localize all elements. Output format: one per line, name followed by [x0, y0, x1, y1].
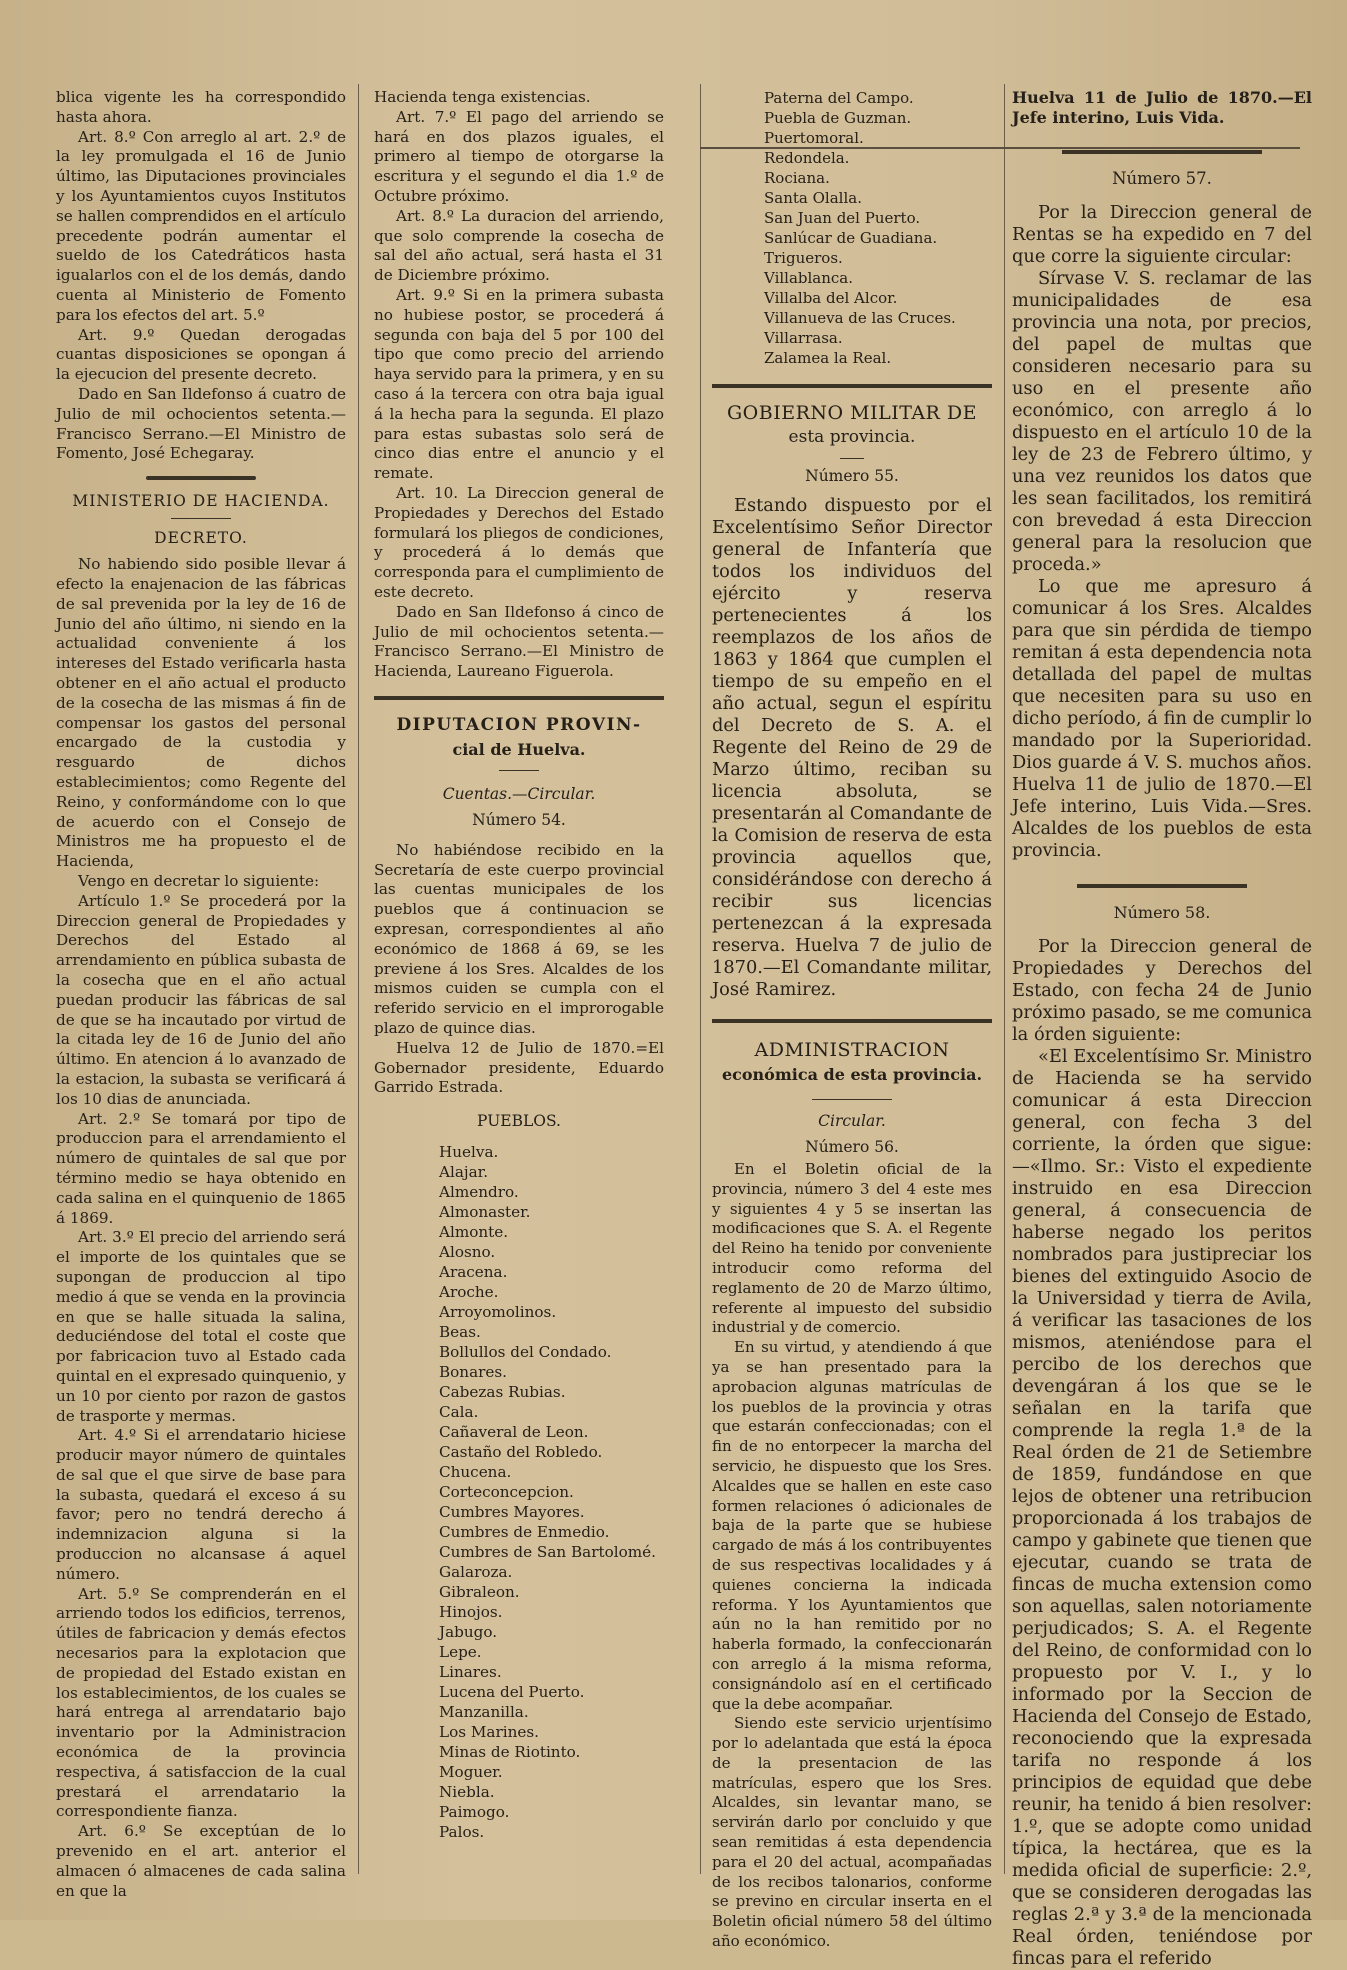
separator-rule	[712, 1019, 992, 1023]
town-item: Almonte.	[439, 1222, 509, 1241]
town-item: Alajar.	[439, 1162, 489, 1181]
town-item: Zalamea la Real.	[764, 349, 892, 367]
separator-line	[171, 518, 231, 520]
town-item: Cumbres de Enmedio.	[439, 1522, 610, 1541]
town-item: Trigueros.	[764, 249, 843, 267]
paragraph: Dado en San Ildefonso á cinco de Julio de mil ochocientos setenta.—Francisco Serrano.—El Ministro de Hacienda, Laureano Figuerola.	[374, 602, 664, 681]
separator-rule	[374, 696, 664, 700]
town-item: Villablanca.	[764, 269, 854, 287]
separator-ornament	[146, 476, 256, 480]
town-item: Lucena del Puerto.	[439, 1682, 585, 1701]
paragraph: Sírvase V. S. reclamar de las municipalidades de esa provincia una nota, por precios, del papel de multas que consideren necesario para su uso en el presente año económico, con arreglo á lo dispuesto en el artículo 10 de la ley de 23 de Febrero último, y una vez reunidos los datos que les sean facilitados, los remitirá con brevedad á esta Direccion general para la resolucion que proceda.»	[1012, 268, 1312, 575]
town-item: Cumbres de San Bartolomé.	[439, 1542, 656, 1561]
section-subheading: esta provincia.	[788, 427, 916, 447]
section-subheading: económica de esta provincia.	[721, 1065, 983, 1085]
paragraph: No habiendo sido posible llevar á efecto la enajenacion de las fábricas de sal prevenida por la ley de 16 de Junio del año último, ni siendo en la actualidad conveniente á los intereses del Estado verificarla hasta obtener en el año actual el producto de la cosecha de las mismas á fin de compensar los gastos del personal encargado de la custodia y resguardo de dichos establecimientos; como Regente del Reino, y conformándome con lo que de acuerdo con el Consejo de Ministros me ha propuesto el de Hacienda,	[56, 555, 346, 871]
separator-line	[840, 458, 864, 460]
paragraph: blica vigente les ha correspondido hasta ahora.	[56, 88, 346, 126]
town-item: Cañaveral de Leon.	[439, 1422, 589, 1441]
column-rule	[700, 84, 701, 1874]
paragraph: Siendo este servicio urjentísimo por lo adelantada que está la época de la presentacion de las matrículas, espero que los Sres. Alcaldes, sin levantar mano, se servirán darlo por concluido y que sean remitidas á esta dependencia para el 20 del actual, acompañadas de los recibos talonarios, conforme se previno en circular inserta en el Boletin oficial número 58 del último año económico.	[712, 1714, 992, 1951]
town-item: Aracena.	[439, 1262, 508, 1281]
town-item: Chucena.	[439, 1462, 512, 1481]
town-item: San Juan del Puerto.	[764, 209, 921, 227]
list-title: PUEBLOS.	[477, 1112, 561, 1131]
separator-rule	[1062, 150, 1262, 154]
town-item: Sanlúcar de Guadiana.	[764, 229, 938, 247]
town-item: Almendro.	[439, 1182, 519, 1201]
town-item: Cumbres Mayores.	[439, 1502, 585, 1521]
separator-rule	[1077, 884, 1247, 888]
town-item: Villarrasa.	[764, 329, 843, 347]
notice-number: Número 55.	[805, 467, 899, 486]
towns-list	[712, 88, 992, 368]
town-item: Galaroza.	[439, 1562, 513, 1581]
town-item: Beas.	[439, 1322, 481, 1341]
separator-line	[499, 770, 539, 772]
column-rule	[1004, 84, 1005, 1874]
column-4	[1012, 88, 1313, 1969]
paragraph: Estando dispuesto por el Excelentísimo Señor Director general de Infantería que todos los individuos del ejército y reserva pertenecientes á los reemplazos de los años de 1863 y 1864 que cumplen el tiempo de su empeño en el año actual, segun el espíritu del Decreto de S. A. el Regente del Reino de 29 de Marzo último, reciban su licencia absoluta, se presentarán al Comandante de la Comision de reserva de esta provincia aquellos que, considérándose con derecho á recibir sus licencias pertenezcan á la expresada reserva. Huelva 7 de julio de 1870.—El Comandante militar, José Ramirez.	[712, 495, 992, 1001]
paragraph: Artículo 1.º Se procederá por la Direccion general de Propiedades y Derechos del Estado al arrendamiento en pública subasta de la cosecha que en el año actual puedan producir las fábricas de sal de que se ha incautado por virtud de la citada ley de 16 de Junio del año último. En atencion á lo avanzado de la estacion, la subasta se verificará á los 10 dias de anunciada.	[56, 891, 346, 1108]
paragraph: No habiéndose recibido en la Secretaría de este cuerpo provincial las cuentas municipales de los pueblos que á continuacion se expresan, correspondientes al año económico de 1868 á 69, se les previene á los Sres. Alcaldes de los mismos cuiden se cumpla con el referido servicio en el improrogable plazo de quince dias.	[374, 840, 664, 1037]
town-item: Cala.	[439, 1402, 479, 1421]
paragraph: Vengo en decretar lo siguiente:	[78, 871, 320, 890]
signature-line: Huelva 11 de Julio de 1870.—El Jefe interino, Luis Vida.	[1012, 88, 1312, 127]
towns-list	[374, 1142, 664, 1842]
paragraph: Art. 4.º Si el arrendatario hiciese producir mayor número de quintales de sal que el que sirve de base para la subasta, quedará el exceso á su favor; pero no tendrá derecho á indemnizacion alguna si la produccion no alcansase á aquel número.	[56, 1426, 346, 1583]
town-item: Puebla de Guzman.	[764, 109, 912, 127]
notice-number: Número 58.	[1113, 903, 1211, 922]
town-item: Bonares.	[439, 1362, 508, 1381]
notice-number: Número 57.	[1112, 169, 1212, 188]
town-item: Santa Olalla.	[764, 189, 862, 207]
town-item: Puertomoral.	[764, 129, 864, 147]
circular-label: Circular.	[818, 1112, 886, 1131]
town-item: Aroche.	[439, 1282, 499, 1301]
section-subheading: cial de Huelva.	[452, 739, 586, 759]
paragraph: Art. 2.º Se tomará por tipo de produccion para el arrendamiento el número de quintales de sal que por término medio se haya obtenido en cada salina en el quinquenio de 1865 á 1869.	[56, 1109, 346, 1227]
section-heading: ADMINISTRACION	[754, 1039, 950, 1062]
circular-label: Cuentas.—Circular.	[442, 785, 596, 804]
column-1	[56, 88, 346, 1900]
town-item: Redondela.	[764, 149, 850, 167]
paragraph: Art. 10. La Direccion general de Propiedades y Derechos del Estado formulará los pliegos de condiciones, y procederá á lo demás que corresponda para el cumplimiento de este decreto.	[374, 483, 664, 601]
paragraph: Art. 6.º Se exceptúan de lo prevenido en el art. anterior el almacen ó almacenes de cada salina en que la	[56, 1822, 346, 1900]
town-item: Almonaster.	[439, 1202, 531, 1221]
paragraph: Hacienda tenga existencias.	[374, 88, 591, 106]
town-item: Lepe.	[439, 1642, 482, 1661]
town-item: Palos.	[439, 1822, 485, 1841]
section-heading: MINISTERIO DE HACIENDA.	[72, 492, 330, 511]
paragraph: Por la Direccion general de Propiedades y Derechos del Estado, con fecha 24 de Junio próximo pasado, se me comunica la órden siguiente:	[1012, 936, 1312, 1045]
paragraph: Dado en San Ildefonso á cuatro de Julio de mil ochocientos setenta.—Francisco Serrano.—El Ministro de Fomento, José Echegaray.	[56, 384, 346, 463]
town-item: Castaño del Robledo.	[439, 1442, 603, 1461]
town-item: Paterna del Campo.	[764, 89, 914, 107]
town-item: Niebla.	[439, 1782, 495, 1801]
section-heading: GOBIERNO MILITAR DE	[726, 402, 978, 424]
column-rule	[358, 84, 359, 1874]
town-item: Hinojos.	[439, 1602, 503, 1621]
paragraph: Art. 8.º Con arreglo al art. 2.º de la ley promulgada el 16 de Junio último, las Diputaciones provinciales y los Ayuntamientos cuyos Institutos se hallen comprendidos en el artículo precedente podrán aumentar el sueldo de los Catedráticos hasta igualarlos con el de los demás, dando cuenta al Ministerio de Fomento para los efectos del art. 5.º	[56, 127, 346, 324]
separator-line	[812, 1099, 892, 1101]
section-heading: DIPUTACION PROVIN-	[396, 714, 642, 735]
town-item: Cabezas Rubias.	[439, 1382, 566, 1401]
town-item: Paimogo.	[439, 1802, 510, 1821]
town-item: Moguer.	[439, 1762, 503, 1781]
town-item: Rociana.	[764, 169, 830, 187]
column-2	[374, 88, 664, 1888]
town-item: Huelva.	[439, 1142, 499, 1161]
town-item: Villalba del Alcor.	[764, 289, 898, 307]
town-item: Corteconcepcion.	[439, 1482, 574, 1501]
town-item: Arroyomolinos.	[439, 1302, 557, 1321]
town-item: Manzanilla.	[439, 1702, 529, 1721]
town-item: Villanueva de las Cruces.	[764, 309, 956, 327]
town-item: Jabugo.	[439, 1622, 498, 1641]
paragraph: Art. 9.º Si en la primera subasta no hubiese postor, se procederá á segunda con baja del 5 por 100 del tipo que como precio del arriendo haya servido para la primera, y en su caso á la tercera con otra baja igual á la hecha para la segunda. El plazo para estas subastas solo será de cinco dias entre el anuncio y el remate.	[374, 285, 664, 483]
paragraph: Art. 3.º El precio del arriendo será el importe de los quintales que se supongan de produccion al tipo medio á que se venda en la provincia en que se halle situada la salina, deduciéndose del total el coste que por fabricacion tuvo al Estado cada quintal en el expresado quinquenio, y un 10 por ciento por razon de gastos de trasporte y mermas.	[56, 1228, 346, 1425]
section-subheading: DECRETO.	[154, 529, 248, 548]
paragraph: En el Boletin oficial de la provincia, número 3 del 4 este mes y siguientes 4 y 5 se insertan las modificaciones que S. A. el Regente del Reino ha tenido por conveniente introducir como reforma del reglamento de 20 de Marzo último, referente al impuesto del subsidio industrial y de comercio.	[712, 1159, 992, 1337]
paragraph: Por la Direccion general de Rentas se ha expedido en 7 del que corre la siguiente circular:	[1012, 202, 1312, 267]
paragraph: En su virtud, y atendiendo á que ya se han presentado para la aprobacion algunas matrículas de los pueblos de la provincia y otras que estarán confeccionadas; con el fin de no entorpecer la marcha del servicio, he dispuesto que los Sres. Alcaldes que se hallen en este caso formen relaciones ó adicionales de baja de la parte que se hubiese cargado de más á los contribuyentes de sus respectivas localidades y á quienes concierna la indicada reforma. Y los Ayuntamientos que aún no la han remitido por no haberla formado, la confeccionarán con arreglo á la misma reforma, consignándolo así en el certificado que la debe acompañar.	[712, 1338, 992, 1713]
paragraph: Huelva 12 de Julio de 1870.=El Gobernador presidente, Eduardo Garrido Estrada.	[374, 1038, 664, 1097]
paragraph: Lo que me apresuro á comunicar á los Sres. Alcaldes para que sin pérdida de tiempo remitan á esta dependencia nota detallada del papel de multas que necesiten para su uso en dicho período, á fin de cumplir lo mandado por la Superioridad. Dios guarde á V. S. muchos años. Huelva 11 de julio de 1870.—El Jefe interino, Luis Vida.—Sres. Alcaldes de los pueblos de esta provincia.	[1012, 576, 1312, 861]
town-item: Alosno.	[439, 1242, 496, 1261]
town-item: Minas de Riotinto.	[439, 1742, 581, 1761]
paragraph: Art. 9.º Quedan derogadas cuantas disposiciones se opongan á la ejecucion del presente decreto.	[56, 325, 346, 384]
paragraph: Art. 8.º La duracion del arriendo, que solo comprende la cosecha de sal del año actual, será hasta el 31 de Diciembre próximo.	[374, 206, 664, 285]
paragraph: Art. 7.º El pago del arriendo se hará en dos plazos iguales, el primero al tiempo de otorgarse la escritura y el segundo el dia 1.º de Octubre próximo.	[374, 107, 664, 205]
town-item: Gibraleon.	[439, 1582, 520, 1601]
paragraph: «El Excelentísimo Sr. Ministro de Hacienda se ha servido comunicar á esta Direccion general, con fecha 3 del corriente, la órden que sigue: —«Ilmo. Sr.: Visto el expediente instruido en esa Direccion general, á consecuencia de haberse negado los peritos nombrados para justipreciar los bienes del extinguido Asocio de la Universidad y tierra de Avila, á verificar las tasaciones de los mismos, ateniéndose para el percibo de los derechos que devengáran á los que se le señalan en la tarifa que comprende la regla 1.ª de la Real órden de 21 de Setiembre de 1859, fundándose en que lejos de obtener una retribucion proporcionada á los trabajos de campo y gabinete que tienen que ejecutar, cuando se trata de fincas de mucha extension como son aquellas, salen notoriamente perjudicados; S. A. el Regente del Reino, de conformidad con lo propuesto por V. I., y lo informado por la Seccion de Hacienda del Consejo de Estado, reconociendo que la expresada tarifa no responde á los principios de equidad que debe reunir, ha tenido á bien resolver: 1.º, que se adopte como unidad típica, la hectárea, que es la medida oficial de superficie: 2.º, que se consideren derogadas las reglas 2.ª y 3.ª de la mencionada Real órden, teniéndose por fincas para el referido	[1012, 1046, 1313, 1969]
column-3	[712, 88, 992, 1951]
circular-number: Número 54.	[472, 811, 566, 829]
separator-rule	[712, 384, 992, 388]
notice-number: Número 56.	[805, 1138, 899, 1157]
town-item: Bollullos del Condado.	[439, 1342, 612, 1361]
paragraph: Art. 5.º Se comprenderán en el arriendo todos los edificios, terrenos, útiles de fabricacion y demás efectos necesarios para la explotacion que de propiedad del Estado existan en los establecimientos, de los cuales se hará entrega al arrendatario bajo inventario por la Administracion económica de la provincia respectiva, á satisfaccion de la cual prestará el arrendatario la correspondiente fianza.	[56, 1584, 346, 1821]
town-item: Linares.	[439, 1662, 502, 1681]
town-item: Los Marines.	[439, 1722, 539, 1741]
